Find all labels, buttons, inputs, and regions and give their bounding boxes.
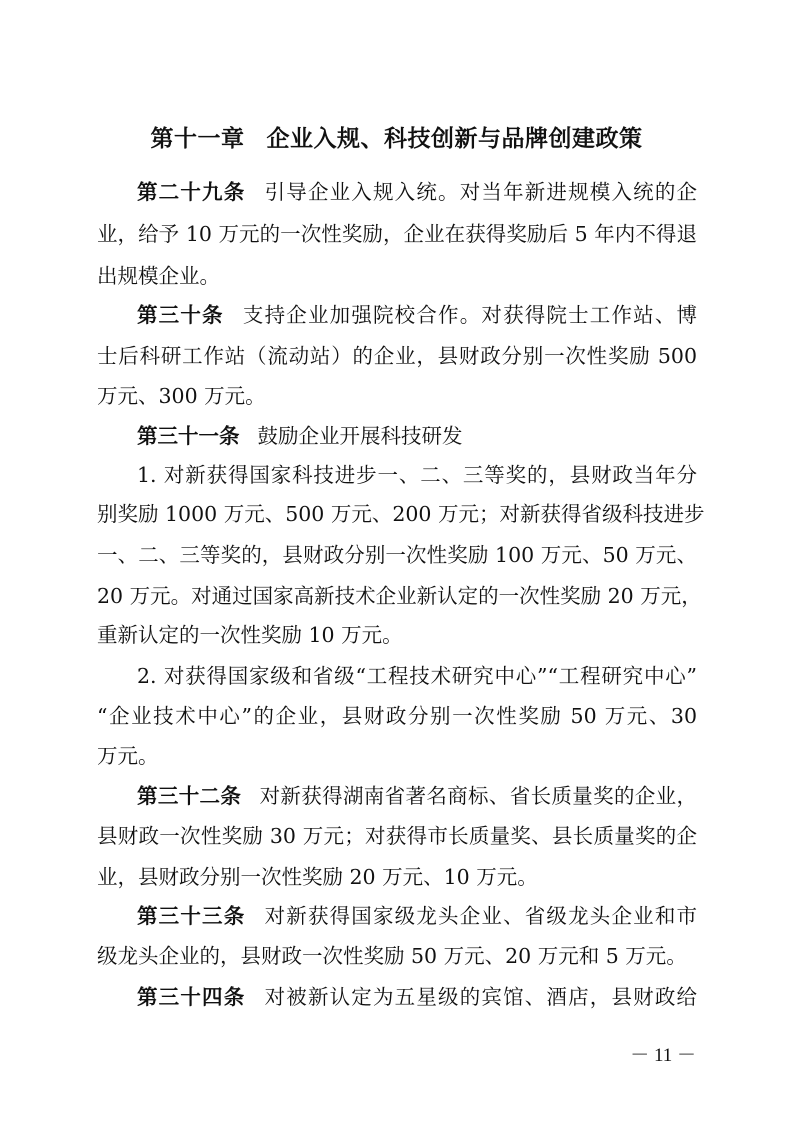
item-1-line-3: 一、二、三等奖的，县财政分别一次性奖励 100 万元、50 万元、: [97, 543, 697, 567]
item-2-line-3: 万元。: [97, 744, 159, 768]
article-30-line-3: 万元、300 万元。: [97, 384, 266, 408]
article-34-label: 第三十四条: [137, 985, 246, 1009]
article-29-label: 第二十九条: [137, 180, 246, 204]
item-1-line-2: 别奖励 1000 万元、500 万元、200 万元；对新获得省级科技进步: [97, 502, 705, 526]
article-29-line-3: 出规模企业。: [97, 264, 220, 288]
article-29-line-2: 业，给予 10 万元的一次性奖励，企业在获得奖励后 5 年内不得退: [97, 222, 697, 246]
article-31-label: 第三十一条: [137, 424, 240, 448]
page-number: － 11 －: [630, 1045, 696, 1066]
article-30-label: 第三十条: [137, 303, 224, 327]
article-30-line-1: 第三十条 支持企业加强院校合作。对获得院士工作站、博: [137, 303, 698, 327]
article-33-line-2: 级龙头企业的，县财政一次性奖励 50 万元、20 万元和 5 万元。: [97, 944, 687, 968]
article-32-label: 第三十二条: [137, 784, 242, 808]
article-31-line-1: 第三十一条 鼓励企业开展科技研发: [137, 424, 463, 448]
article-34-line-1: 第三十四条 对被新认定为五星级的宾馆、酒店，县财政给: [137, 985, 698, 1009]
chapter-title-text: 企业入规、科技创新与品牌创建政策: [266, 126, 643, 152]
article-33-label: 第三十三条: [137, 904, 246, 928]
item-1-line-5: 重新认定的一次性奖励 10 万元。: [97, 623, 403, 647]
article-32-line-2: 县财政一次性奖励 30 万元；对获得市长质量奖、县长质量奖的企: [97, 824, 697, 848]
article-33-line-1: 第三十三条 对新获得国家级龙头企业、省级龙头企业和市: [137, 904, 698, 928]
item-2-line-2: “企业技术中心”的企业，县财政分别一次性奖励 50 万元、30: [97, 704, 697, 728]
item-2-line-1: 2. 对获得国家级和省级“工程技术研究中心”“工程研究中心”: [137, 664, 697, 688]
chapter-title: [0, 120, 793, 153]
article-29-line-1: 第二十九条 引导企业入规入统。对当年新进规模入统的企: [137, 180, 698, 204]
item-1-line-1: 1. 对新获得国家科技进步一、二、三等奖的，县财政当年分: [137, 463, 697, 487]
item-1-line-4: 20 万元。对通过国家高新技术企业新认定的一次性奖励 20 万元，: [97, 584, 702, 608]
article-32-line-3: 业，县财政分别一次性奖励 20 万元、10 万元。: [97, 865, 538, 889]
chapter-number: 第十一章: [150, 126, 245, 152]
article-32-line-1: 第三十二条 对新获得湖南省著名商标、省长质量奖的企业，: [137, 784, 698, 808]
article-30-line-2: 士后科研工作站（流动站）的企业，县财政分别一次性奖励 500: [97, 344, 697, 368]
